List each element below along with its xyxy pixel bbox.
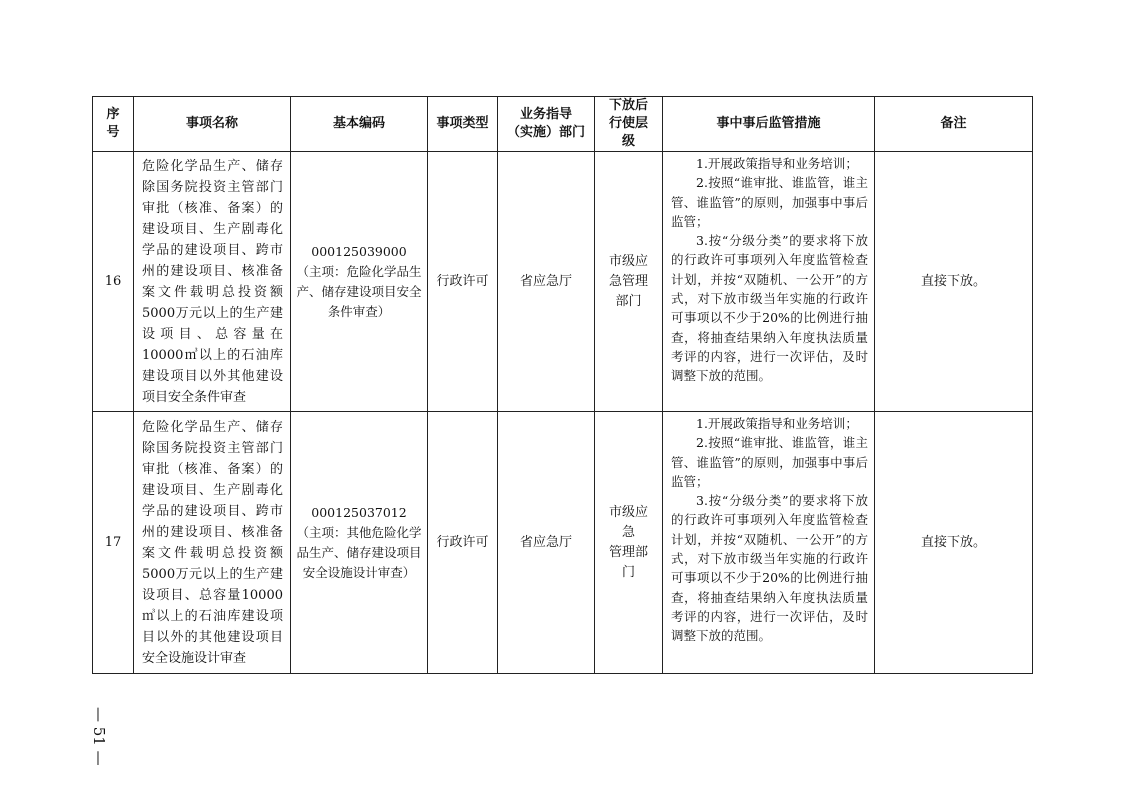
measure-item: 1.开展政策指导和业务培训；	[696, 156, 858, 171]
header-measures: 事中事后监管措施	[663, 97, 875, 152]
row-level: 市级应 急 管理部 门	[595, 412, 663, 674]
table-row	[93, 152, 1033, 412]
row-item-type: 行政许可	[428, 412, 498, 674]
row-department: 省应急厅	[498, 152, 595, 412]
header-code: 基本编码	[291, 97, 428, 152]
page-number: — 51 —	[90, 707, 108, 766]
measure-item: 2.按照“谁审批、谁监管，谁主管、谁监管”的原则，加强事中事后监管；	[671, 175, 868, 229]
row-item-name: 危险化学品生产、储存除国务院投资主管部门审批（核准、备案）的建设项目、生产剧毒化学品的建设项目、跨市州的建设项目、核准备案文件载明总投资额5000万元以上的生产建设项目、总容量10000㎥以上的石油库建设项目以外的其他建设项目安全设施设计审查	[134, 412, 291, 674]
row-level: 市级应 急管理 部门	[595, 152, 663, 412]
row-basic-code: 000125037012 （主项：其他危险化学品生产、储存建设项目安全设施设计审查）	[291, 412, 428, 674]
header-seq: 序 号	[93, 97, 134, 152]
row-basic-code: 000125039000 （主项：危险化学品生产、储存建设项目安全条件审查）	[291, 152, 428, 412]
row-seq: 17	[93, 412, 134, 674]
row-item-name: 危险化学品生产、储存除国务院投资主管部门审批（核准、备案）的建设项目、生产剧毒化学品的建设项目、跨市州的建设项目、核准备案文件载明总投资额5000万元以上的生产建设项目、总容量在10000㎥以上的石油库建设项目以外其他建设项目安全条件审查	[134, 152, 291, 412]
measure-item: 3.按“分级分类”的要求将下放的行政许可事项列入年度监管检查计划，并按“双随机、一公开”的方式，对下放市级当年实施的行政许可事项以不少于20%的比例进行抽查，将抽查结果纳入年度执法质量考评的内容，进行一次评估，及时调整下放的范围。	[671, 493, 868, 644]
matters-table	[92, 96, 1033, 674]
measure-item: 3.按“分级分类”的要求将下放的行政许可事项列入年度监管检查计划，并按“双随机、一公开”的方式，对下放市级当年实施的行政许可事项以不少于20%的比例进行抽查，将抽查结果纳入年度执法质量考评的内容，进行一次评估，及时调整下放的范围。	[671, 233, 868, 384]
header-row	[93, 97, 1033, 152]
measure-item: 2.按照“谁审批、谁监管，谁主管、谁监管”的原则，加强事中事后监管；	[671, 435, 868, 489]
table-row	[93, 412, 1033, 674]
row-remark: 直接下放。	[875, 152, 1033, 412]
header-type: 事项类型	[428, 97, 498, 152]
row-seq: 16	[93, 152, 134, 412]
header-remark: 备注	[875, 97, 1033, 152]
row-measures	[663, 412, 875, 674]
row-department: 省应急厅	[498, 412, 595, 674]
header-level: 下放后 行使层 级	[595, 97, 663, 152]
row-remark: 直接下放。	[875, 412, 1033, 674]
measure-item: 1.开展政策指导和业务培训；	[696, 416, 858, 431]
row-measures	[663, 152, 875, 412]
header-name: 事项名称	[134, 97, 291, 152]
header-dept: 业务指导 （实施）部门	[498, 97, 595, 152]
row-item-type: 行政许可	[428, 152, 498, 412]
